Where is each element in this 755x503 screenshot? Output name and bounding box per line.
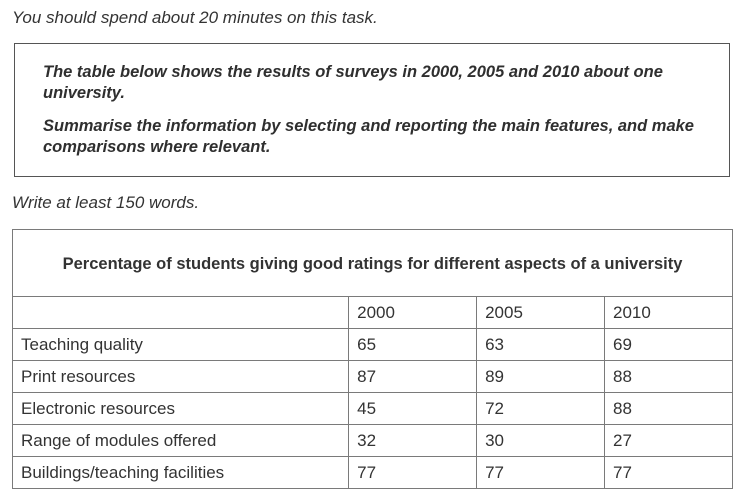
cell-value: 65 bbox=[349, 329, 477, 361]
row-label: Teaching quality bbox=[13, 329, 349, 361]
column-header-2010: 2010 bbox=[605, 297, 733, 329]
table-row bbox=[13, 393, 733, 425]
time-instruction: You should spend about 20 minutes on this task. bbox=[12, 8, 378, 27]
task-summary-instruction: Summarise the information by selecting and reporting the main features, and make comparisons where relevant. bbox=[43, 117, 694, 156]
cell-value: 72 bbox=[477, 393, 605, 425]
cell-value: 32 bbox=[349, 425, 477, 457]
row-label: Buildings/teaching facilities bbox=[13, 457, 349, 489]
column-header-2005: 2005 bbox=[477, 297, 605, 329]
cell-value: 69 bbox=[605, 329, 733, 361]
row-label: Print resources bbox=[13, 361, 349, 393]
cell-value: 27 bbox=[605, 425, 733, 457]
cell-value: 77 bbox=[605, 457, 733, 489]
row-label: Range of modules offered bbox=[13, 425, 349, 457]
cell-value: 45 bbox=[349, 393, 477, 425]
cell-value: 77 bbox=[349, 457, 477, 489]
cell-value: 88 bbox=[605, 393, 733, 425]
cell-value: 77 bbox=[477, 457, 605, 489]
header-row bbox=[13, 297, 733, 329]
row-label: Electronic resources bbox=[13, 393, 349, 425]
cell-value: 89 bbox=[477, 361, 605, 393]
header-empty-cell bbox=[13, 297, 349, 329]
task-description: The table below shows the results of surveys in 2000, 2005 and 2010 about one university. bbox=[43, 63, 663, 102]
task-prompt-box bbox=[14, 43, 730, 177]
column-header-2000: 2000 bbox=[349, 297, 477, 329]
table-row bbox=[13, 329, 733, 361]
table-body bbox=[13, 329, 733, 489]
cell-value: 30 bbox=[477, 425, 605, 457]
cell-value: 88 bbox=[605, 361, 733, 393]
table-row bbox=[13, 361, 733, 393]
word-count-instruction: Write at least 150 words. bbox=[12, 193, 200, 212]
table-row bbox=[13, 457, 733, 489]
cell-value: 87 bbox=[349, 361, 477, 393]
table-title: Percentage of students giving good ratings for different aspects of a university bbox=[13, 230, 733, 297]
table-row bbox=[13, 425, 733, 457]
survey-results-table bbox=[12, 229, 733, 489]
cell-value: 63 bbox=[477, 329, 605, 361]
